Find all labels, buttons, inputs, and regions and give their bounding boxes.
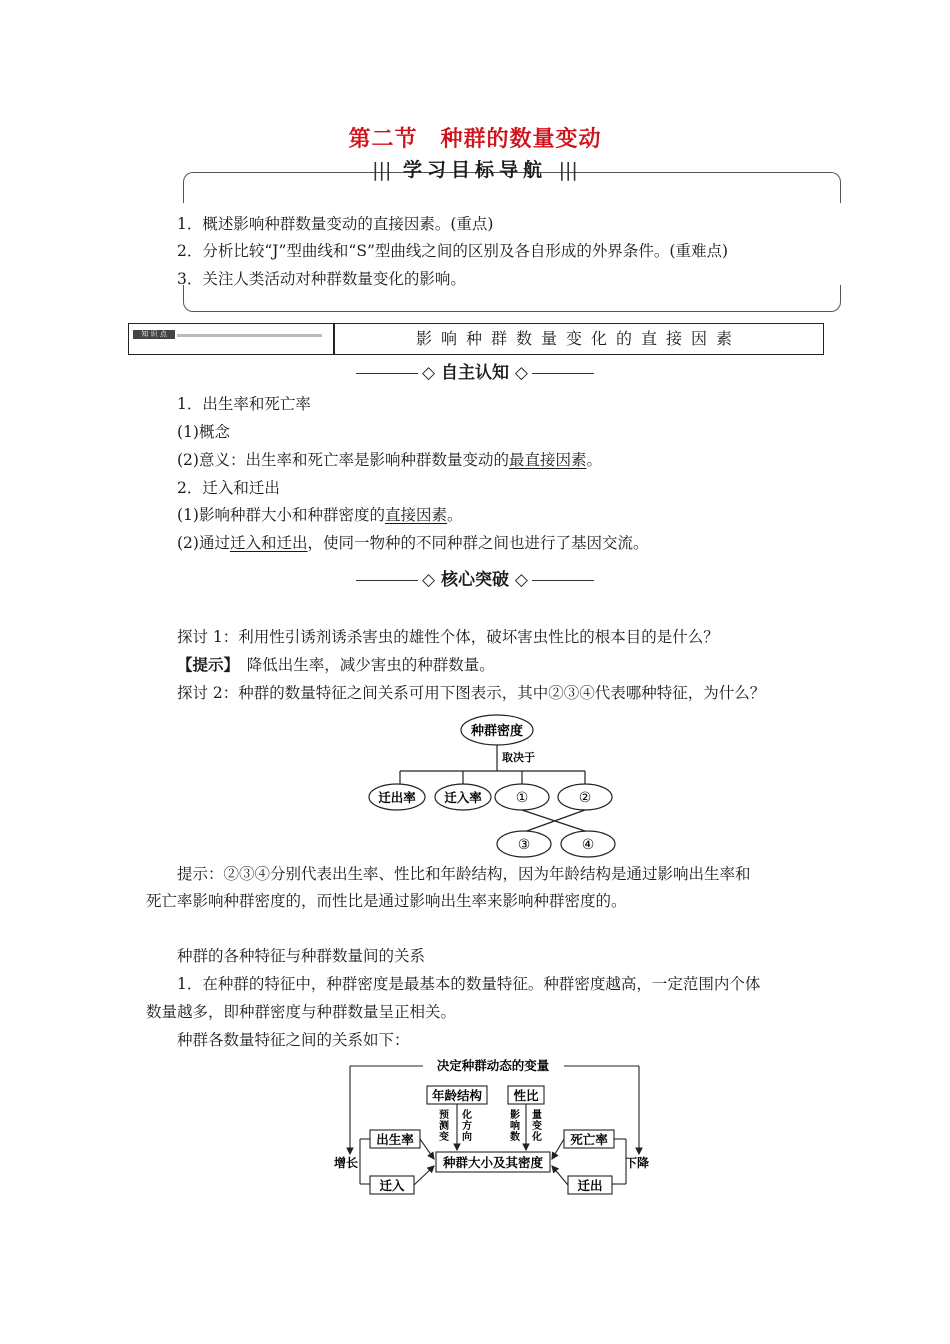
svg-text:响: 响 [510, 1121, 520, 1132]
question-1: 探讨 1：利用性引诱剂诱杀害虫的雄性个体，破坏害虫性比的根本目的是什么？ [177, 628, 719, 646]
node-2-label: ② [578, 790, 592, 806]
goal-item: 2．分析比较“J”型曲线和“S”型曲线之间的区别及各自形成的外界条件。(重难点) [177, 242, 728, 260]
objectives-heading: ||| 学习目标导航 ||| [372, 159, 578, 181]
summary-text: 数量越多，即种群密度与种群数量呈正相关。 [146, 1003, 457, 1021]
underlined-answer: 直接因素 [384, 506, 447, 524]
node-emigration-label: 迁出率 [378, 790, 416, 805]
text-line: (1)概念 [177, 423, 230, 441]
text-line: (1)影响种群大小和种群密度的直接因素。 [177, 506, 463, 524]
goal-item: 1．概述影响种群数量变动的直接因素。(重点) [177, 215, 494, 233]
text-line: (2)意义：出生率和死亡率是影响种群数量变动的最直接因素。 [177, 451, 602, 469]
section-tag-line [177, 334, 322, 337]
increase-label: 增长 [333, 1156, 359, 1170]
svg-text:变: 变 [439, 1132, 449, 1143]
text-line: (2)通过迁入和迁出，使同一物种的不同种群之间也进行了基因交流。 [177, 534, 649, 552]
section-header [128, 323, 824, 355]
edge-label: 取决于 [502, 751, 535, 764]
emigration-label: 迁出 [577, 1178, 603, 1193]
underlined-answer: 迁入和迁出 [229, 534, 308, 552]
sex-ratio-label: 性比 [513, 1088, 539, 1103]
section-title: 影响种群数量变化的直接因素 [415, 329, 741, 348]
node-density-label: 种群密度 [470, 724, 524, 739]
page-title: 第二节 种群的数量变动 [348, 127, 602, 152]
svg-text:测: 测 [439, 1121, 449, 1132]
variables-label: 决定种群动态的变量 [436, 1058, 550, 1073]
text-line: 2．迁入和迁出 [177, 479, 280, 497]
death-rate-label: 死亡率 [570, 1132, 608, 1147]
svg-text:变: 变 [532, 1121, 542, 1132]
self-study-header: ◇ 自主认知 ◇ [0, 358, 950, 383]
node-4-label: ④ [581, 837, 595, 853]
svg-text:数: 数 [510, 1132, 520, 1143]
age-structure-label: 年龄结构 [431, 1088, 483, 1103]
text-line: 1．出生率和死亡率 [177, 395, 311, 413]
hint-1: 【提示】 降低出生率，减少害虫的种群数量。 [177, 655, 495, 674]
svg-text:影: 影 [510, 1110, 520, 1121]
summary-text: 1．在种群的特征中，种群密度是最基本的数量特征。种群密度越高，一定范围内个体 [177, 975, 761, 993]
hint-2: 提示：②③④分别代表出生率、性比和年龄结构，因为年龄结构是通过影响出生率和 [177, 865, 751, 883]
immigration-label: 迁入 [379, 1178, 405, 1193]
summary-title: 种群的各种特征与种群数量间的关系 [177, 947, 426, 965]
core-header: ◇ 核心突破 ◇ [0, 565, 950, 590]
birth-rate-label: 出生率 [376, 1132, 414, 1147]
svg-text:预: 预 [439, 1110, 449, 1121]
svg-text:向: 向 [462, 1132, 472, 1143]
svg-text:量: 量 [532, 1110, 542, 1121]
decrease-label: 下降 [624, 1156, 650, 1170]
population-feature-diagram [360, 712, 630, 860]
population-dynamics-diagram [328, 1056, 658, 1198]
node-1-label: ① [515, 790, 529, 806]
node-immigration-label: 迁入率 [444, 790, 482, 805]
goal-item: 3．关注人类活动对种群数量变化的影响。 [177, 270, 466, 288]
hint-2-cont: 死亡率影响种群密度的，而性比是通过影响出生率来影响种群密度的。 [146, 892, 627, 910]
underlined-answer: 最直接因素 [508, 451, 587, 469]
population-size-label: 种群大小及其密度 [442, 1155, 544, 1170]
svg-text:化: 化 [532, 1132, 542, 1143]
section-tag: 知 识 点 [133, 330, 175, 339]
node-3-label: ③ [517, 837, 531, 853]
objectives-frame-bottom [183, 285, 841, 312]
summary-text: 种群各数量特征之间的关系如下： [177, 1031, 410, 1049]
question-2: 探讨 2：种群的数量特征之间关系可用下图表示，其中②③④代表哪种特征，为什么？ [177, 684, 766, 702]
svg-text:化: 化 [462, 1110, 472, 1121]
svg-text:方: 方 [462, 1121, 472, 1132]
